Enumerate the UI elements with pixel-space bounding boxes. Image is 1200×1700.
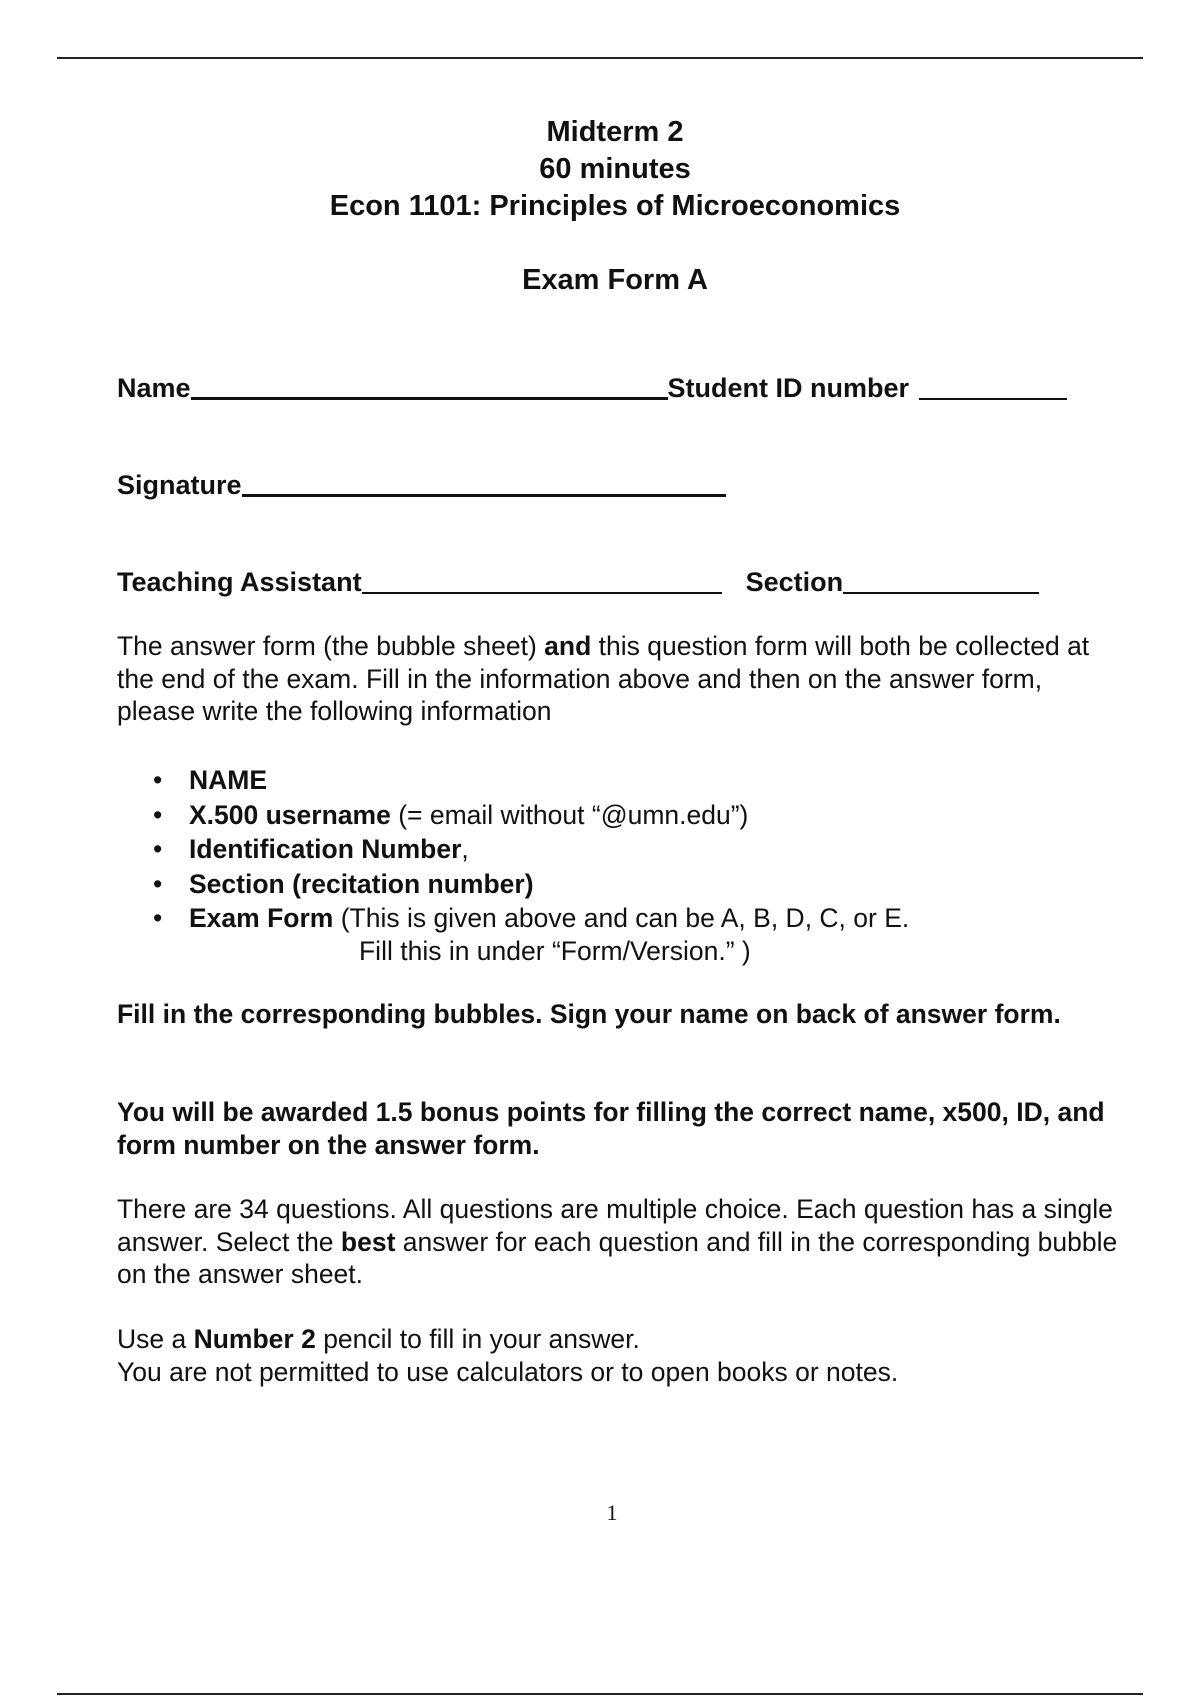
intro-text-1: The answer form (the bubble sheet) [117,631,545,661]
ta-label: Teaching Assistant [117,567,362,597]
list-item [117,901,909,966]
course-title: Econ 1101: Principles of Microeconomics [329,190,901,222]
intro-text-bold: and [544,631,592,661]
name-blank[interactable] [191,397,668,400]
list-item-text: , [461,834,469,864]
exam-duration: 60 minutes [539,153,691,185]
questions-text-2: answer for each question and fill in the corresponding bubble on the answer sheet. [117,1226,1118,1289]
list-item [117,832,909,867]
list-item-bold: X.500 username [189,799,391,830]
list-item-text: (This is given above and can be A, B, D, C, or E. [333,903,910,933]
ta-section-row [117,566,1039,598]
exam-title: Midterm 2 [546,116,684,148]
student-id-label: Student ID number [667,373,910,403]
bottom-rule [57,1693,1143,1695]
questions-text-bold: best [340,1226,396,1257]
top-rule [57,57,1143,59]
list-item [117,798,909,833]
page-number: 1 [606,1500,618,1525]
ta-blank[interactable] [362,592,722,594]
exam-header [0,114,1200,299]
student-id-blank[interactable] [919,398,1067,400]
bullet-icon: • [153,799,163,830]
exam-form-title: Exam Form A [522,264,708,296]
info-list [117,763,909,966]
list-item-bold: Exam Form [189,903,334,933]
calculator-text: You are not permitted to use calculators or to open books or notes. [117,1356,899,1387]
list-item-bold: Identification Number [189,834,462,864]
name-id-row [117,372,1067,404]
intro-paragraph [117,630,1107,728]
name-label: Name [117,373,191,403]
bonus-instruction: You will be awarded 1.5 bonus points for filling the correct name, x500, ID, and form number on the answer form. [117,1097,1105,1160]
list-item-continuation: Fill this in under “Form/Version.” ) [359,935,751,966]
questions-paragraph [117,1193,1127,1291]
pencil-text-bold: Number 2 [193,1324,316,1354]
bullet-icon: • [153,868,163,899]
pencil-text-2: pencil to fill in your answer. [315,1324,640,1354]
bullet-icon: • [153,834,163,864]
list-item [117,867,909,902]
pencil-text-1: Use a [117,1324,194,1354]
intro-text-2: this question form will both be collected at the end of the exam. Fill in the information above and then on the answer form, please write the following information [117,631,1090,726]
section-blank[interactable] [843,592,1039,594]
signature-label: Signature [117,470,242,500]
list-item-text: (= email without “@umn.edu”) [390,799,749,830]
bullet-icon: • [153,765,163,795]
list-item [117,763,909,798]
bullet-icon: • [153,903,163,933]
section-label: Section [745,567,844,597]
list-item-bold: NAME [189,765,268,795]
bubbles-instruction: Fill in the corresponding bubbles. Sign your name on back of answer form. [117,999,1061,1029]
list-item-bold: Section (recitation number) [189,868,534,899]
questions-text-1: There are 34 questions. All questions are multiple choice. Each question has a single answer. Select the [117,1194,1113,1257]
pencil-paragraph [117,1323,1117,1388]
signature-row [117,469,726,501]
signature-blank[interactable] [242,494,726,497]
